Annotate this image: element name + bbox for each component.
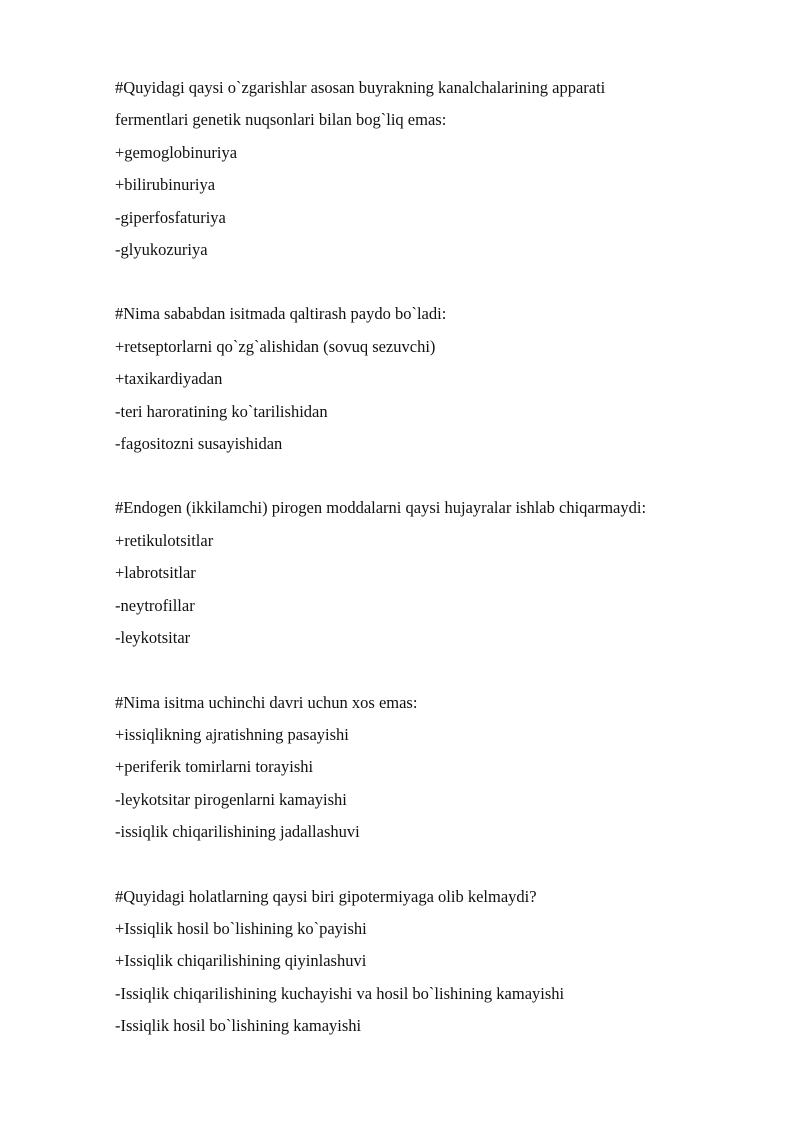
answer-option: -issiqlik chiqarilishining jadallashuvi — [115, 822, 360, 842]
answer-option: +retseptorlarni qo`zg`alishidan (sovuq sezuvchi) — [115, 336, 436, 356]
question-block — [115, 881, 775, 1043]
answer-option: -leykotsitar pirogenlarni kamayishi — [115, 789, 347, 809]
question-text: #Quyidagi qaysi o`zgarishlar asosan buyrakning kanalchalarining apparati — [115, 78, 606, 97]
answer-option: -teri haroratining ko`tarilishidan — [115, 401, 328, 421]
question-text: fermentlari genetik nuqsonlari bilan bog`liq emas: — [115, 110, 447, 130]
question-text: #Endogen (ikkilamchi) pirogen moddalarni qaysi hujayralar ishlab chiqarmaydi: — [115, 498, 647, 518]
question-text: #Quyidagi holatlarning qaysi biri gipotermiyaga olib kelmaydi? — [115, 886, 537, 906]
answer-option: +bilirubinuriya — [115, 175, 216, 195]
document-body — [115, 72, 775, 1075]
question-block — [115, 492, 775, 654]
answer-option: -fagositozni susayishidan — [115, 434, 283, 454]
answer-option: +periferik tomirlarni torayishi — [115, 757, 314, 777]
answer-option: +labrotsitlar — [115, 563, 196, 583]
answer-option: +Issiqlik hosil bo`lishining ko`payishi — [115, 918, 367, 938]
question-text: #Nima sababdan isitmada qaltirash paydo bo`ladi: — [115, 304, 447, 324]
answer-option: +gemoglobinuriya — [115, 142, 238, 162]
question-block — [115, 72, 775, 266]
answer-option: -leykotsitar — [115, 628, 191, 648]
answer-option: +Issiqlik chiqarilishining qiyinlashuvi — [115, 951, 367, 971]
question-block — [115, 687, 775, 849]
answer-option: +retikulotsitlar — [115, 530, 214, 550]
answer-option: -glyukozuriya — [115, 240, 208, 260]
answer-option: +taxikardiyadan — [115, 369, 223, 389]
question-text: #Nima isitma uchinchi davri uchun xos emas: — [115, 692, 418, 712]
answer-option: +issiqlikning ajratishning pasayishi — [115, 724, 349, 744]
answer-option: -Issiqlik chiqarilishining kuchayishi va hosil bo`lishining kamayishi — [115, 983, 565, 1003]
answer-option: -Issiqlik hosil bo`lishining kamayishi — [115, 1016, 362, 1036]
answer-option: -neytrofillar — [115, 595, 195, 615]
answer-option: -giperfosfaturiya — [115, 207, 226, 227]
question-block — [115, 298, 775, 460]
